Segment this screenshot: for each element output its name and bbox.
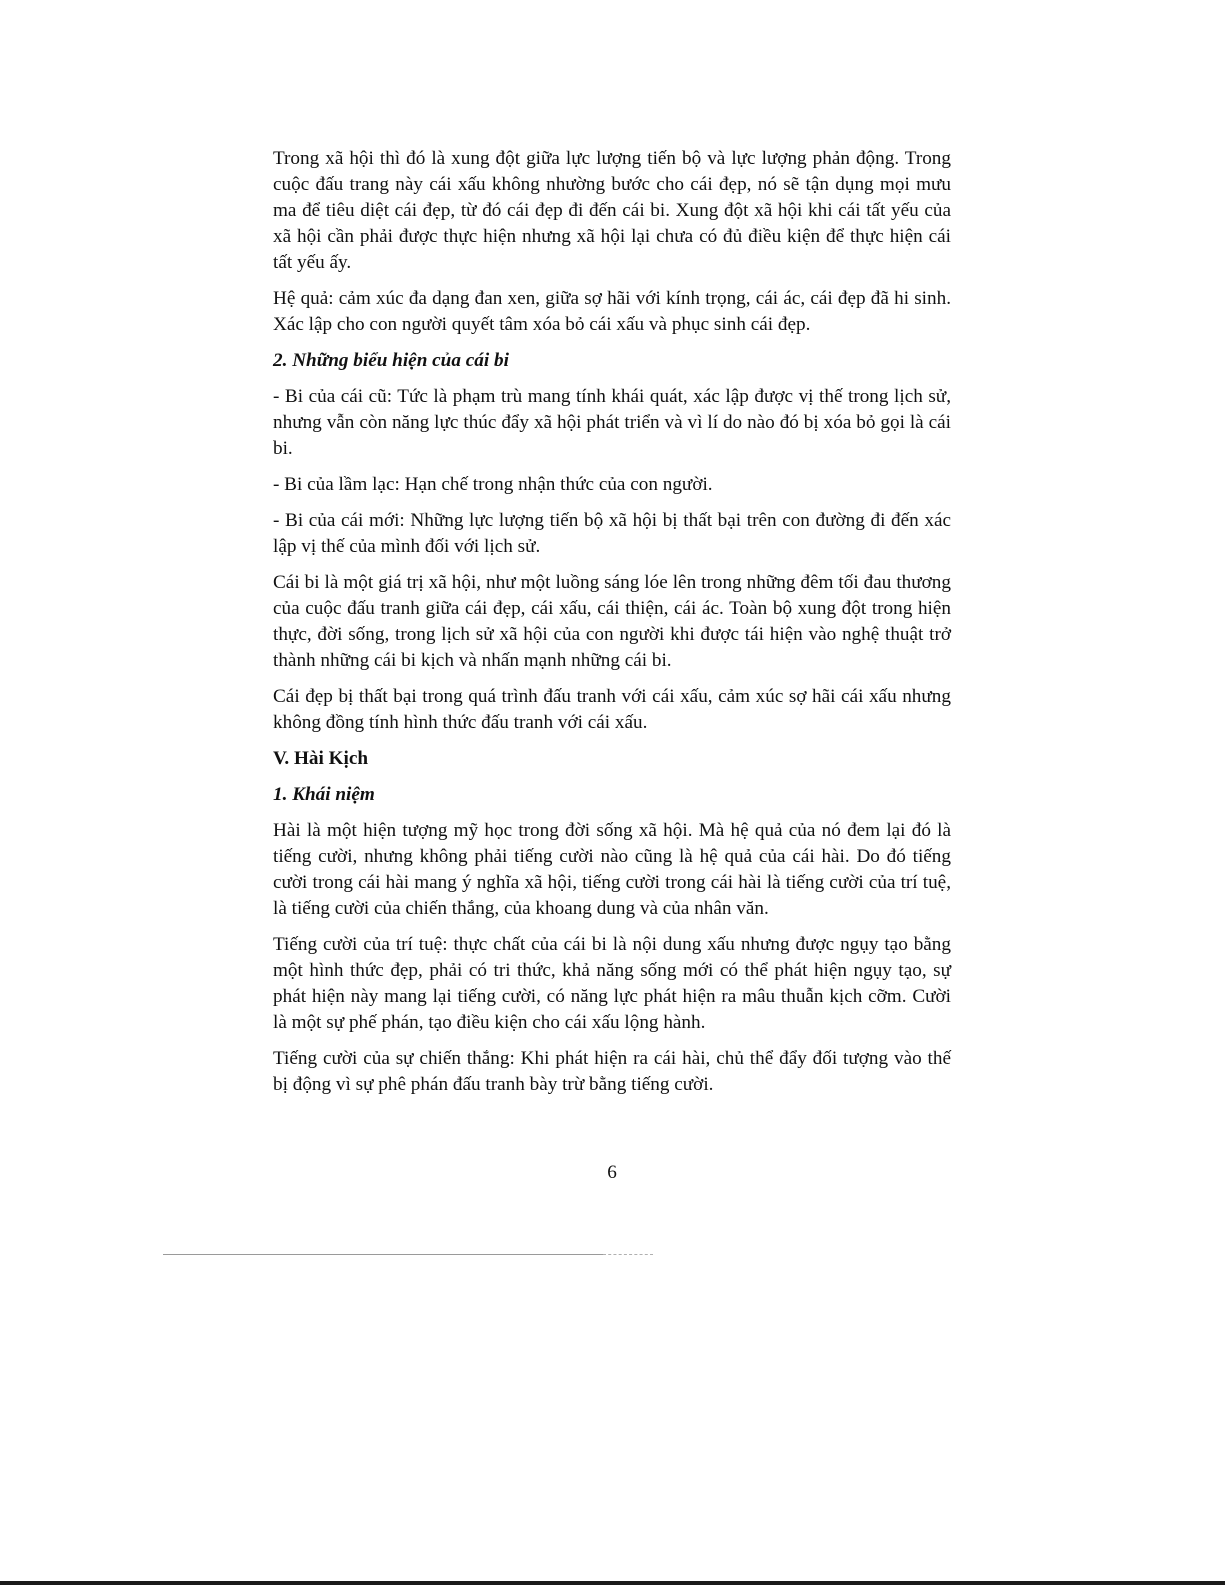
paragraph-tragic-value: Cái bi là một giá trị xã hội, như một luồng sáng lóe lên trong những đêm tối đau thương của cuộc đấu tranh giữa cái đẹp, cái xấu, cái thiện, cái ác. Toàn bộ xung đột trong hiện thực, đời sống, trong lịch sử xã hội của con người khi được tái hiện vào nghệ thuật trở thành những cái bi kịch và nhấn mạnh những cái bi. <box>273 572 951 671</box>
paragraph-consequence: Hệ quả: cảm xúc đa dạng đan xen, giữa sợ hãi với kính trọng, cái ác, cái đẹp đã hi sinh. Xác lập cho con người quyết tâm xóa bỏ cái xấu và phục sinh cái đẹp. <box>273 288 951 335</box>
heading-concept: 1. Khái niệm <box>273 784 375 805</box>
paragraph-laughter-victory: Tiếng cười của sự chiến thắng: Khi phát hiện ra cái hài, chủ thể đẩy đối tượng vào thế bị động vì sự phê phán đấu tranh bày trừ bằng tiếng cười. <box>273 1048 951 1095</box>
heading-comedy: V. Hài Kịch <box>273 748 369 769</box>
heading-tragic-expressions: 2. Những biểu hiện của cái bi <box>273 350 509 371</box>
document-body <box>273 146 951 1108</box>
footer-divider-dashed <box>603 1254 653 1255</box>
footer-divider <box>163 1254 603 1255</box>
page-number: 6 <box>607 1162 617 1183</box>
paragraph-tragic-error: - Bi của lầm lạc: Hạn chế trong nhận thức của con người. <box>273 474 713 495</box>
paragraph-laughter-intellect: Tiếng cười của trí tuệ: thực chất của cái bi là nội dung xấu nhưng được ngụy tạo bằng một hình thức đẹp, phải có tri thức, khả năng sống mới có thể phát hiện ngụy tạo, sự phát hiện này mang lại tiếng cười, có năng lực phát hiện ra mâu thuẫn kịch cỡm. Cười là một sự phế phán, tạo điều kiện cho cái xấu lộng hành. <box>273 934 951 1033</box>
paragraph-comedy-definition: Hài là một hiện tượng mỹ học trong đời sống xã hội. Mà hệ quả của nó đem lại đó là tiếng cười, nhưng không phải tiếng cười nào cũng là hệ quả của cái hài. Do đó tiếng cười trong cái hài mang ý nghĩa xã hội, tiếng cười trong cái hài là tiếng cười của trí tuệ, là tiếng cười của chiến thắng, của khoang dung và của nhân văn. <box>273 820 951 919</box>
paragraph-tragic-new: - Bi của cái mới: Những lực lượng tiến bộ xã hội bị thất bại trên con đường đi đến xác lập vị thế của mình đối với lịch sử. <box>273 510 951 557</box>
paragraph-beauty-defeated: Cái đẹp bị thất bại trong quá trình đấu tranh với cái xấu, cảm xúc sợ hãi cái xấu nhưng không đồng tính hình thức đấu tranh với cái xấu. <box>273 686 951 733</box>
paragraph-social-conflict: Trong xã hội thì đó là xung đột giữa lực lượng tiến bộ và lực lượng phản động. Trong cuộc đấu trang này cái xấu không nhường bước cho cái đẹp, nó sẽ tận dụng mọi mưu ma để tiêu diệt cái đẹp, từ đó cái đẹp đi đến cái bi. Xung đột xã hội khi cái tất yếu của xã hội cần phải được thực hiện nhưng xã hội lại chưa có đủ điều kiện để thực hiện cái tất yếu ấy. <box>273 148 951 273</box>
paragraph-tragic-old: - Bi của cái cũ: Tức là phạm trù mang tính khái quát, xác lập được vị thế trong lịch sử, nhưng vẫn còn năng lực thúc đẩy xã hội phát triển và vì lí do nào đó bị xóa bỏ gọi là cái bi. <box>273 386 951 459</box>
page-bottom-edge <box>0 1581 1225 1585</box>
